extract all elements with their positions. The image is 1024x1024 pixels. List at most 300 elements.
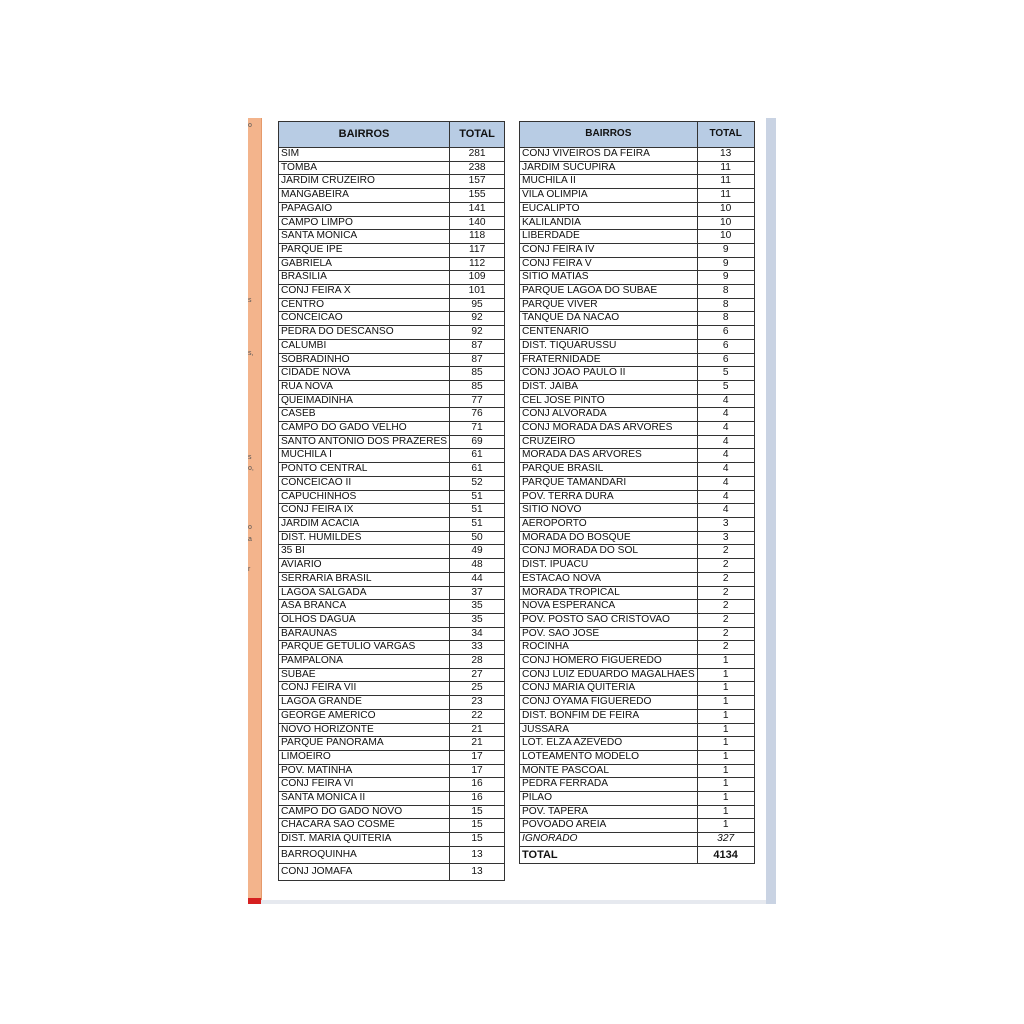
strip-red-mark (248, 898, 261, 904)
bairro-name: DIST. IPUACU (520, 559, 698, 573)
bairro-name: OLHOS DAGUA (279, 613, 450, 627)
bairro-name: POV. TERRA DURA (520, 490, 698, 504)
bairro-total: 1 (697, 696, 754, 710)
bairro-name: CONJ MORADA DO SOL (520, 545, 698, 559)
bairro-total: 155 (450, 189, 505, 203)
table-row (520, 709, 755, 723)
bairro-total: 2 (697, 613, 754, 627)
bairro-total: 95 (450, 298, 505, 312)
table-row (520, 696, 755, 710)
table-row (279, 613, 505, 627)
bairro-name: LAGOA SALGADA (279, 586, 450, 600)
bairro-total: 15 (450, 819, 505, 833)
table-row (279, 161, 505, 175)
bairro-total: 1 (697, 778, 754, 792)
bairro-total: 4 (697, 422, 754, 436)
bairro-name: PARQUE TAMANDARI (520, 476, 698, 490)
bairro-total: 10 (697, 216, 754, 230)
bairro-name: CONJ JOMAFA (279, 863, 450, 880)
table-row (520, 312, 755, 326)
table-row (279, 148, 505, 162)
bairro-name: LIMOEIRO (279, 750, 450, 764)
bairro-total: 92 (450, 312, 505, 326)
table-row (279, 435, 505, 449)
table-row (520, 490, 755, 504)
bairro-name: ROCINHA (520, 641, 698, 655)
table-row (279, 216, 505, 230)
header-row (279, 122, 505, 148)
bairro-total: 5 (697, 380, 754, 394)
table-row (520, 422, 755, 436)
bairro-total: 1 (697, 709, 754, 723)
table-row (520, 463, 755, 477)
grand-total-label: TOTAL (520, 846, 698, 863)
margin-fragment: r (248, 566, 251, 573)
table-row (279, 805, 505, 819)
bairro-total: 1 (697, 737, 754, 751)
bairro-name: LAGOA GRANDE (279, 696, 450, 710)
ignored-label: IGNORADO (520, 833, 698, 847)
table-row (520, 476, 755, 490)
table-row (520, 394, 755, 408)
bairro-name: TANQUE DA NACAO (520, 312, 698, 326)
bairro-name: MONTE PASCOAL (520, 764, 698, 778)
bairro-total: 71 (450, 422, 505, 436)
bairro-name: PARQUE IPE (279, 243, 450, 257)
bairro-name: CAMPO LIMPO (279, 216, 450, 230)
bairro-total: 87 (450, 339, 505, 353)
table-row (520, 435, 755, 449)
bairro-name: AVIARIO (279, 559, 450, 573)
bairro-name: SANTA MONICA (279, 230, 450, 244)
bairro-total: 1 (697, 819, 754, 833)
bairro-total: 2 (697, 586, 754, 600)
bairro-total: 13 (450, 863, 505, 880)
table-row (520, 613, 755, 627)
table-row (279, 243, 505, 257)
bairro-total: 4 (697, 476, 754, 490)
bairro-total: 112 (450, 257, 505, 271)
bairro-total: 6 (697, 339, 754, 353)
bairro-name: CONJ FEIRA VI (279, 778, 450, 792)
bairro-name: CONJ OYAMA FIGUEREDO (520, 696, 698, 710)
bairro-name: CONJ VIVEIROS DA FEIRA (520, 148, 698, 162)
bairro-name: MUCHILA II (520, 175, 698, 189)
bairro-total: 51 (450, 517, 505, 531)
bairro-total: 2 (697, 600, 754, 614)
bairro-total: 4 (697, 408, 754, 422)
bairro-total: 22 (450, 709, 505, 723)
table-row (279, 833, 505, 847)
bairro-name: ESTACAO NOVA (520, 572, 698, 586)
table-row (520, 326, 755, 340)
table-body (279, 148, 505, 881)
bairro-name: CONCEICAO (279, 312, 450, 326)
bairro-total: 11 (697, 189, 754, 203)
table-row (520, 641, 755, 655)
bairro-total: 35 (450, 600, 505, 614)
table-row (279, 422, 505, 436)
bairro-name: CRUZEIRO (520, 435, 698, 449)
table-row (279, 202, 505, 216)
bairro-name: PAPAGAIO (279, 202, 450, 216)
bairro-name: CENTENARIO (520, 326, 698, 340)
bairro-name: CONJ FEIRA X (279, 285, 450, 299)
bairro-total: 10 (697, 230, 754, 244)
ignored-total: 327 (697, 833, 754, 847)
bairro-name: KALILANDIA (520, 216, 698, 230)
bairro-name: MORADA DO BOSQUE (520, 531, 698, 545)
bairro-total: 1 (697, 668, 754, 682)
bairro-total: 11 (697, 161, 754, 175)
table-row (520, 202, 755, 216)
bairro-name: CEL JOSE PINTO (520, 394, 698, 408)
bairro-total: 11 (697, 175, 754, 189)
table-row (279, 627, 505, 641)
table-row (279, 339, 505, 353)
bairro-name: JARDIM ACACIA (279, 517, 450, 531)
bairro-name: TOMBA (279, 161, 450, 175)
bairro-name: PARQUE LAGOA DO SUBAE (520, 285, 698, 299)
bairro-name: PARQUE BRASIL (520, 463, 698, 477)
bairro-total: 117 (450, 243, 505, 257)
bairro-name: LOT. ELZA AZEVEDO (520, 737, 698, 751)
table-row (279, 175, 505, 189)
bairro-name: JUSSARA (520, 723, 698, 737)
bairro-name: SERRARIA BRASIL (279, 572, 450, 586)
bairro-name: VILA OLIMPIA (520, 189, 698, 203)
bairro-total: 2 (697, 572, 754, 586)
bairro-name: MORADA TROPICAL (520, 586, 698, 600)
margin-fragment: s (248, 454, 252, 461)
table-row (279, 863, 505, 880)
bairro-total: 50 (450, 531, 505, 545)
table-row (279, 408, 505, 422)
bairro-total: 10 (697, 202, 754, 216)
bairro-name: ASA BRANCA (279, 600, 450, 614)
bairro-total: 76 (450, 408, 505, 422)
table-body (520, 148, 755, 833)
bairro-name: POV. SAO JOSE (520, 627, 698, 641)
bairro-total: 1 (697, 764, 754, 778)
bairro-total: 37 (450, 586, 505, 600)
bairro-name: PONTO CENTRAL (279, 463, 450, 477)
table-row (520, 778, 755, 792)
table-row (520, 148, 755, 162)
bairro-name: CONJ FEIRA V (520, 257, 698, 271)
bairro-name: DIST. HUMILDES (279, 531, 450, 545)
bairro-name: CONJ MORADA DAS ARVORES (520, 422, 698, 436)
bairro-name: MORADA DAS ARVORES (520, 449, 698, 463)
bairro-total: 85 (450, 380, 505, 394)
bairro-total: 8 (697, 285, 754, 299)
table-row (279, 189, 505, 203)
table-row (279, 668, 505, 682)
bairro-total: 4 (697, 394, 754, 408)
table-row (520, 723, 755, 737)
table-row (279, 298, 505, 312)
bairro-name: SANTO ANTONIO DOS PRAZERES (279, 435, 450, 449)
bairro-total: 85 (450, 367, 505, 381)
bairro-name: CENTRO (279, 298, 450, 312)
table-row (279, 271, 505, 285)
bairro-name: EUCALIPTO (520, 202, 698, 216)
bairro-name: CASEB (279, 408, 450, 422)
table-row (520, 380, 755, 394)
bairro-name: MUCHILA I (279, 449, 450, 463)
bairro-total: 2 (697, 627, 754, 641)
bairro-name: CIDADE NOVA (279, 367, 450, 381)
bairro-name: LIBERDADE (520, 230, 698, 244)
bairro-total: 3 (697, 531, 754, 545)
margin-fragment: o (248, 122, 252, 129)
table-row (520, 175, 755, 189)
bairro-total: 2 (697, 545, 754, 559)
table-row (279, 792, 505, 806)
bairro-name: SUBAE (279, 668, 450, 682)
table-row (279, 230, 505, 244)
bairro-name: CONJ LUIZ EDUARDO MAGALHAES (520, 668, 698, 682)
bottom-page-edge (261, 900, 766, 904)
bairro-name: PARQUE VIVER (520, 298, 698, 312)
bairro-name: AEROPORTO (520, 517, 698, 531)
table-row (279, 709, 505, 723)
table-row (520, 750, 755, 764)
bairro-total: 2 (697, 559, 754, 573)
bairro-name: CAPUCHINHOS (279, 490, 450, 504)
table-row (279, 682, 505, 696)
bairro-total: 16 (450, 778, 505, 792)
table-row (520, 271, 755, 285)
bairro-total: 21 (450, 723, 505, 737)
column-header-total: TOTAL (697, 122, 754, 148)
table-row (520, 353, 755, 367)
bairro-total: 21 (450, 737, 505, 751)
table-row (279, 394, 505, 408)
margin-fragment: o (248, 524, 252, 531)
table-row (520, 504, 755, 518)
bairro-name: BARAUNAS (279, 627, 450, 641)
bairro-name: NOVA ESPERANCA (520, 600, 698, 614)
bairro-total: 109 (450, 271, 505, 285)
bairro-name: CONJ FEIRA IX (279, 504, 450, 518)
bairro-name: BARROQUINHA (279, 846, 450, 863)
bairro-total: 25 (450, 682, 505, 696)
bairro-total: 157 (450, 175, 505, 189)
bairro-name: MANGABEIRA (279, 189, 450, 203)
bairro-total: 51 (450, 504, 505, 518)
table-row (520, 449, 755, 463)
table-row (279, 285, 505, 299)
bairro-name: DIST. MARIA QUITERIA (279, 833, 450, 847)
grand-total-row (520, 846, 755, 863)
table-row (279, 559, 505, 573)
bairro-name: PEDRA FERRADA (520, 778, 698, 792)
table-row (520, 627, 755, 641)
bairro-name: CONCEICAO II (279, 476, 450, 490)
table-row (279, 655, 505, 669)
margin-fragment: a (248, 536, 252, 543)
bairro-name: DIST. JAIBA (520, 380, 698, 394)
bairro-total: 87 (450, 353, 505, 367)
table-row (520, 792, 755, 806)
table-row (279, 353, 505, 367)
bairro-name: POV. MATINHA (279, 764, 450, 778)
bairro-name: CAMPO DO GADO VELHO (279, 422, 450, 436)
bairro-name: PILAO (520, 792, 698, 806)
bairro-name: FRATERNIDADE (520, 353, 698, 367)
bairro-total: 141 (450, 202, 505, 216)
table-row (279, 750, 505, 764)
bairro-total: 238 (450, 161, 505, 175)
bairro-name: CONJ MARIA QUITERIA (520, 682, 698, 696)
bairro-name: RUA NOVA (279, 380, 450, 394)
bairro-name: SANTA MONICA II (279, 792, 450, 806)
bairro-total: 9 (697, 257, 754, 271)
table-row (520, 819, 755, 833)
bairro-total: 35 (450, 613, 505, 627)
grand-total-value: 4134 (697, 846, 754, 863)
bairro-total: 44 (450, 572, 505, 586)
column-header-total: TOTAL (450, 122, 505, 148)
bairros-table-left (278, 121, 505, 881)
bairro-name: CAMPO DO GADO NOVO (279, 805, 450, 819)
bairro-total: 101 (450, 285, 505, 299)
bairro-total: 48 (450, 559, 505, 573)
bairro-name: PARQUE PANORAMA (279, 737, 450, 751)
bairro-total: 9 (697, 243, 754, 257)
bairro-total: 8 (697, 312, 754, 326)
bairro-total: 15 (450, 805, 505, 819)
bairro-name: POVOADO AREIA (520, 819, 698, 833)
bairro-total: 8 (697, 298, 754, 312)
table-row (520, 545, 755, 559)
bairro-name: CALUMBI (279, 339, 450, 353)
table-row (279, 504, 505, 518)
bairro-name: POV. TAPERA (520, 805, 698, 819)
bairro-total: 52 (450, 476, 505, 490)
bairro-total: 13 (697, 148, 754, 162)
bairro-name: DIST. TIQUARUSSU (520, 339, 698, 353)
table-row (520, 367, 755, 381)
bairro-name: BRASILIA (279, 271, 450, 285)
ignored-row (520, 833, 755, 847)
bairro-total: 1 (697, 792, 754, 806)
bairro-total: 4 (697, 435, 754, 449)
table-row (520, 572, 755, 586)
table-row (520, 764, 755, 778)
table-row (520, 161, 755, 175)
bairro-name: JARDIM CRUZEIRO (279, 175, 450, 189)
table-row (520, 805, 755, 819)
bairro-total: 61 (450, 463, 505, 477)
table-row (279, 463, 505, 477)
table-row (520, 655, 755, 669)
table-row (520, 559, 755, 573)
bairro-name: QUEIMADINHA (279, 394, 450, 408)
column-header-bairros: BAIRROS (520, 122, 698, 148)
table-row (520, 230, 755, 244)
bairro-total: 1 (697, 655, 754, 669)
bairro-total: 4 (697, 449, 754, 463)
bairro-total: 77 (450, 394, 505, 408)
table-row (279, 696, 505, 710)
bairro-total: 61 (450, 449, 505, 463)
bairro-total: 2 (697, 641, 754, 655)
bairro-total: 17 (450, 750, 505, 764)
bairro-name: CONJ ALVORADA (520, 408, 698, 422)
margin-fragment: s (248, 297, 252, 304)
bairro-total: 34 (450, 627, 505, 641)
table-row (279, 641, 505, 655)
table-row (279, 517, 505, 531)
bairro-name: SOBRADINHO (279, 353, 450, 367)
table-row (520, 600, 755, 614)
column-header-bairros: BAIRROS (279, 122, 450, 148)
bairro-total: 33 (450, 641, 505, 655)
left-margin-strip (248, 118, 262, 904)
bairro-total: 4 (697, 504, 754, 518)
table-row (279, 600, 505, 614)
bairro-name: SITIO MATIAS (520, 271, 698, 285)
bairro-name: POV. POSTO SAO CRISTOVAO (520, 613, 698, 627)
margin-fragment: s, (248, 350, 254, 357)
bairro-name: PAMPALONA (279, 655, 450, 669)
table-row (279, 257, 505, 271)
bairro-total: 6 (697, 326, 754, 340)
bairro-name: PARQUE GETULIO VARGAS (279, 641, 450, 655)
table-row (520, 285, 755, 299)
bairro-total: 92 (450, 326, 505, 340)
bairro-name: SIM (279, 148, 450, 162)
table-row (520, 298, 755, 312)
bairro-total: 1 (697, 682, 754, 696)
bairros-table-right (519, 121, 755, 864)
table-row (279, 476, 505, 490)
table-row (279, 846, 505, 863)
bairro-name: CONJ HOMERO FIGUEREDO (520, 655, 698, 669)
bairro-total: 5 (697, 367, 754, 381)
bairro-name: PEDRA DO DESCANSO (279, 326, 450, 340)
table-row (520, 257, 755, 271)
bairro-name: DIST. BONFIM DE FEIRA (520, 709, 698, 723)
bairro-total: 6 (697, 353, 754, 367)
table-row (520, 531, 755, 545)
bairro-name: GABRIELA (279, 257, 450, 271)
bairro-name: CONJ JOAO PAULO II (520, 367, 698, 381)
table-row (279, 326, 505, 340)
table-row (520, 668, 755, 682)
bairro-name: LOTEAMENTO MODELO (520, 750, 698, 764)
right-page-edge (766, 118, 776, 904)
bairro-total: 49 (450, 545, 505, 559)
bairro-name: GEORGE AMERICO (279, 709, 450, 723)
bairro-total: 3 (697, 517, 754, 531)
bairro-total: 51 (450, 490, 505, 504)
table-row (279, 586, 505, 600)
bairro-name: CONJ FEIRA IV (520, 243, 698, 257)
bairro-name: JARDIM SUCUPIRA (520, 161, 698, 175)
bairro-name: CONJ FEIRA VII (279, 682, 450, 696)
table-row (520, 586, 755, 600)
table-row (520, 189, 755, 203)
table-row (279, 490, 505, 504)
table-row (279, 531, 505, 545)
table-row (520, 737, 755, 751)
bairro-total: 9 (697, 271, 754, 285)
bairro-total: 28 (450, 655, 505, 669)
bairro-total: 1 (697, 750, 754, 764)
